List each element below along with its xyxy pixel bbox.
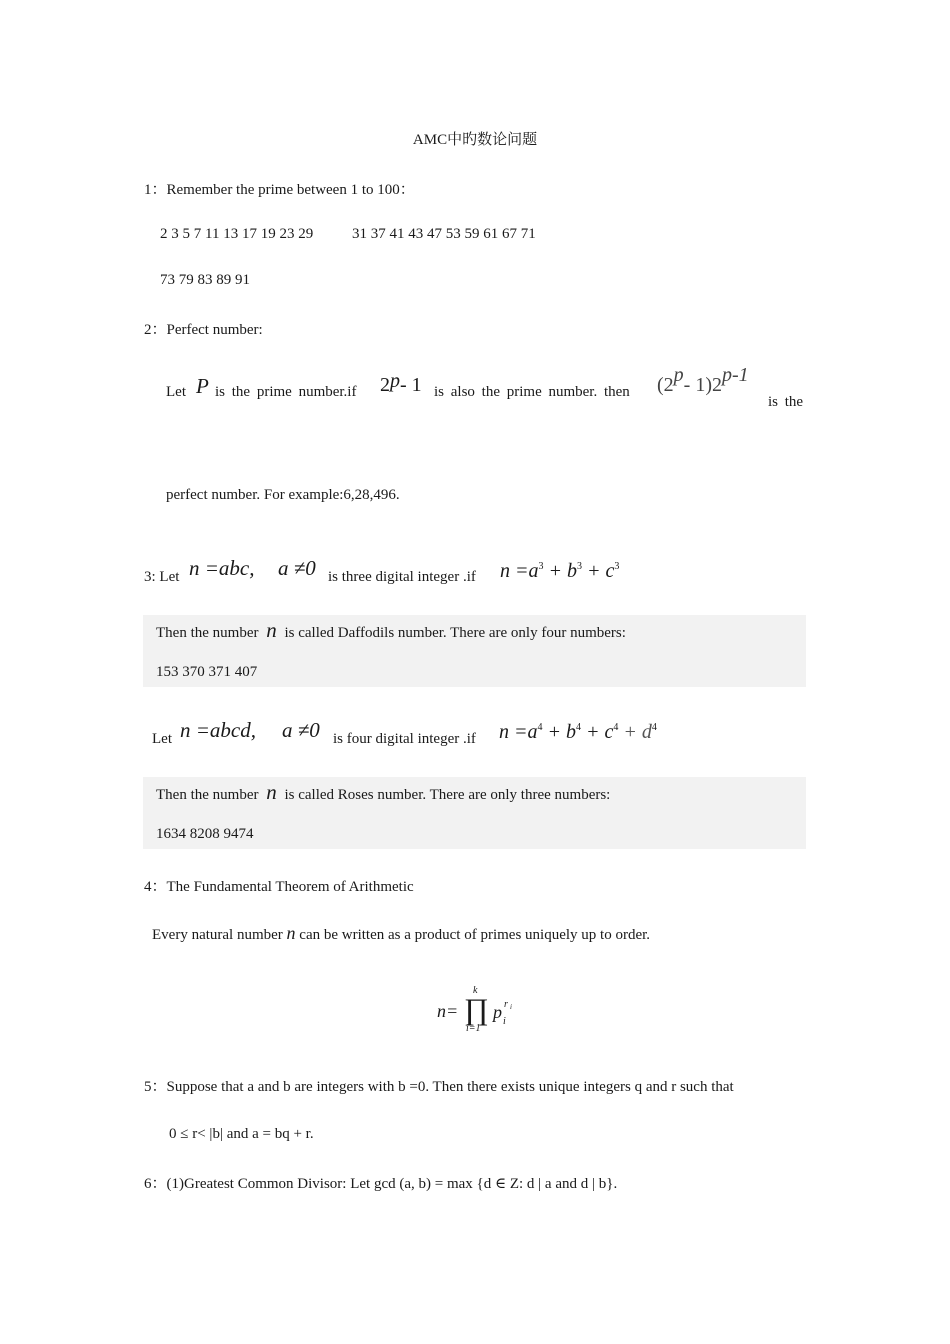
section-1-heading: 1：Remember the prime between 1 to 100： xyxy=(144,182,415,198)
formula-2p-1-exp: p xyxy=(390,370,400,392)
formula-rose xyxy=(499,721,657,744)
fta-text xyxy=(152,923,650,944)
daffodil-box-n: n xyxy=(266,618,277,642)
rose-text: is four digital integer .if xyxy=(333,731,476,747)
fta-eq-pi: ∏ xyxy=(464,993,489,1026)
formula-daffodil-n: n =a xyxy=(500,560,539,582)
fta-eq-sub: i xyxy=(503,1016,506,1027)
formula-n-abc: n =abc, xyxy=(189,556,255,580)
section-5-line2: 0 ≤ r< |b| and a = bq + r. xyxy=(169,1126,314,1142)
section-5-line1: 5：Suppose that a and b are integers with b =0. Then there exists unique integers q and r such that xyxy=(144,1079,734,1095)
daffodil-numbers: 153 370 371 407 xyxy=(156,664,258,680)
perfect-text-4: perfect number. For example:6,28,496. xyxy=(166,487,400,503)
perfect-text-2: is also the prime number. then xyxy=(434,384,630,400)
formula-perfect-c: p-1 xyxy=(722,364,749,386)
formula-daffodil-e2: 3 xyxy=(577,561,582,572)
perfect-text-1: is the prime number.if xyxy=(215,384,357,400)
perfect-let: Let xyxy=(166,384,186,400)
formula-rose-e1: 4 xyxy=(537,722,543,733)
daffodil-text: is three digital integer .if xyxy=(328,569,476,585)
daffodil-box-text-a: Then the number xyxy=(156,625,259,641)
daffodil-box-text-b: is called Daffodils number. There are only four numbers: xyxy=(284,625,626,641)
formula-daffodil-e1: 3 xyxy=(538,561,544,572)
perfect-text-3: is the xyxy=(768,394,804,410)
formula-daffodil-c: + c xyxy=(582,560,615,582)
page-title: AMC中旳数论问题 xyxy=(412,132,538,148)
formula-a-ne-0-2: a ≠0 xyxy=(282,718,320,742)
formula-daffodil-b: + b xyxy=(543,560,577,582)
formula-rose-d: + d xyxy=(618,721,652,743)
formula-perfect xyxy=(657,364,749,396)
section-2-heading: 2：Perfect number: xyxy=(144,322,263,338)
fta-eq-sup: r xyxy=(504,999,508,1010)
rose-let: Let xyxy=(152,731,172,747)
rose-box-n: n xyxy=(266,780,277,804)
primes-row-1a: 2 3 5 7 11 13 17 19 23 29 xyxy=(160,226,314,242)
formula-rose-b: + b xyxy=(542,721,576,743)
primes-row-1b: 31 37 41 43 47 53 59 61 67 71 xyxy=(352,226,536,242)
formula-perfect-a: (2 xyxy=(657,374,674,396)
formula-n-abcd: n =abcd, xyxy=(180,718,256,742)
rose-numbers: 1634 8208 9474 xyxy=(156,826,254,842)
section-4-heading: 4：The Fundamental Theorem of Arithmetic xyxy=(144,879,414,895)
formula-a-ne-0: a ≠0 xyxy=(278,556,316,580)
fta-eq-supsub: i xyxy=(510,1003,512,1011)
formula-rose-c: + c xyxy=(581,721,614,743)
fta-eq-lhs: n= xyxy=(437,1001,459,1021)
fta-text-a: Every natural number xyxy=(152,927,283,943)
formula-rose-e4: 4 xyxy=(651,722,657,733)
daffodil-let: 3: Let xyxy=(144,569,180,585)
formula-rose-e2: 4 xyxy=(576,722,581,733)
formula-rose-n: n =a xyxy=(499,721,538,743)
daffodil-box-line1 xyxy=(156,618,626,643)
fta-n: n xyxy=(286,923,296,943)
formula-p: P xyxy=(196,374,209,398)
formula-rose-e3: 4 xyxy=(613,722,619,733)
formula-2p-1-minus: - 1 xyxy=(400,374,422,396)
rose-box-text-a: Then the number xyxy=(156,787,259,803)
fta-text-b: can be written as a product of primes uniquely up to order. xyxy=(299,927,651,943)
rose-box-line1 xyxy=(156,780,610,805)
formula-2p-1 xyxy=(380,370,422,397)
primes-row-2: 73 79 83 89 91 xyxy=(160,272,250,288)
section-6-line1: 6：(1)Greatest Common Divisor: Let gcd (a, b) = max {d ∈ Z: d | a and d | b}. xyxy=(144,1176,618,1192)
fta-equation xyxy=(437,985,527,1035)
formula-daffodil xyxy=(500,560,619,583)
fta-eq-top: k xyxy=(473,985,478,996)
formula-2p-1-base: 2 xyxy=(380,374,390,396)
fta-eq-bottom: i=1 xyxy=(466,1023,481,1034)
formula-daffodil-e3: 3 xyxy=(614,561,620,572)
rose-box-text-b: is called Roses number. There are only three numbers: xyxy=(284,787,611,803)
formula-perfect-b: - 1)2 xyxy=(683,374,722,396)
formula-perfect-p: p xyxy=(673,364,684,386)
fta-eq-p: p xyxy=(493,1002,502,1022)
